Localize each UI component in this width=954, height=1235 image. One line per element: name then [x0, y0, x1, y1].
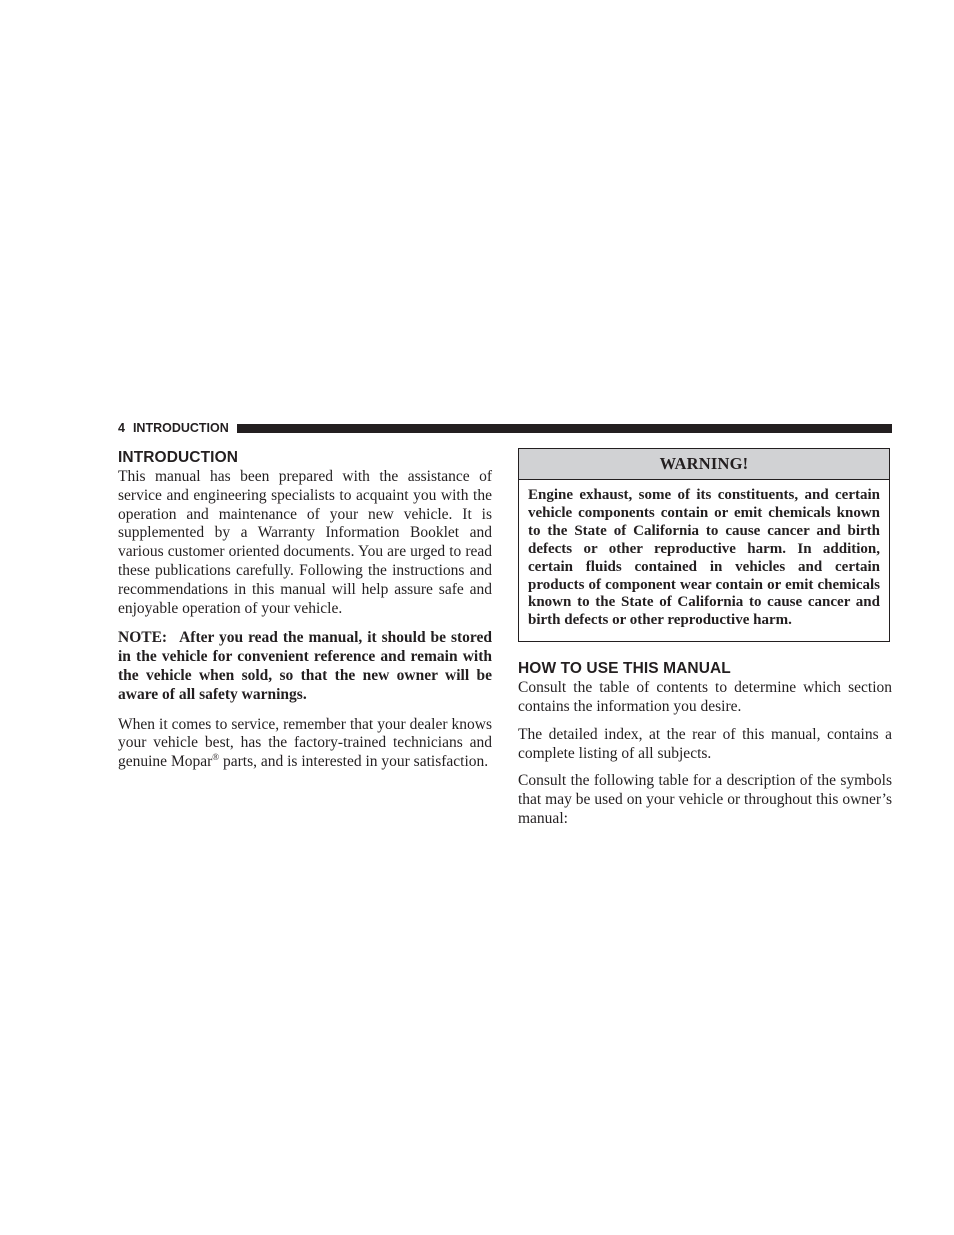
- running-header: [118, 420, 892, 436]
- service-paragraph: [118, 716, 492, 772]
- symbols-paragraph: Consult the following table for a description of the symbols that may be used on your vehicle or throughout this owner’s manual:: [518, 772, 892, 828]
- warning-text: Engine exhaust, some of its constituents, and certain vehicle components contain or emit chemicals known to the State of California to cause cancer and birth defects or other reproductive harm. In addition, certain fluids contained in vehicles and certain products of component wear contain or emit chemicals known to the State of California to cause cancer and birth defects or other reproductive harm.: [528, 487, 880, 629]
- introduction-heading: INTRODUCTION: [118, 449, 239, 466]
- note-label: NOTE:: [118, 629, 168, 647]
- warning-box: [518, 448, 890, 642]
- service-text-a: When it comes to service, remember that your dealer knows your vehicle best, has the factory-trained technicians and genuine Mopar: [118, 715, 492, 771]
- registered-mark: ®: [212, 752, 220, 763]
- warning-title: WARNING!: [519, 449, 889, 480]
- header-rule: [237, 424, 892, 433]
- service-text-b: parts, and is interested in your satisfaction.: [219, 753, 489, 771]
- page-number: 4: [118, 421, 125, 435]
- right-column: [518, 448, 892, 829]
- how-to-use-heading: HOW TO USE THIS MANUAL: [518, 660, 731, 678]
- note-paragraph: [118, 629, 492, 704]
- note-text: After you read the manual, it should be stored in the vehicle for convenient reference and remain with the vehicle when sold, so that the new owner will be aware of all safety warnings.: [118, 629, 492, 703]
- toc-paragraph: Consult the table of contents to determine which section contains the information you desire.: [518, 679, 892, 716]
- left-column: [118, 448, 492, 772]
- intro-paragraph: This manual has been prepared with the assistance of service and engineering specialists to acquaint you with the operation and maintenance of your new vehicle. It is supplemented by a Warranty Information Booklet and various customer oriented documents. You are urged to read these publications carefully. Following the instructions and recommendations in this manual will help assure safe and enjoyable operation of your vehicle.: [118, 468, 492, 617]
- section-title: INTRODUCTION: [132, 421, 229, 435]
- index-paragraph: The detailed index, at the rear of this manual, contains a complete listing of all subjects.: [518, 725, 892, 762]
